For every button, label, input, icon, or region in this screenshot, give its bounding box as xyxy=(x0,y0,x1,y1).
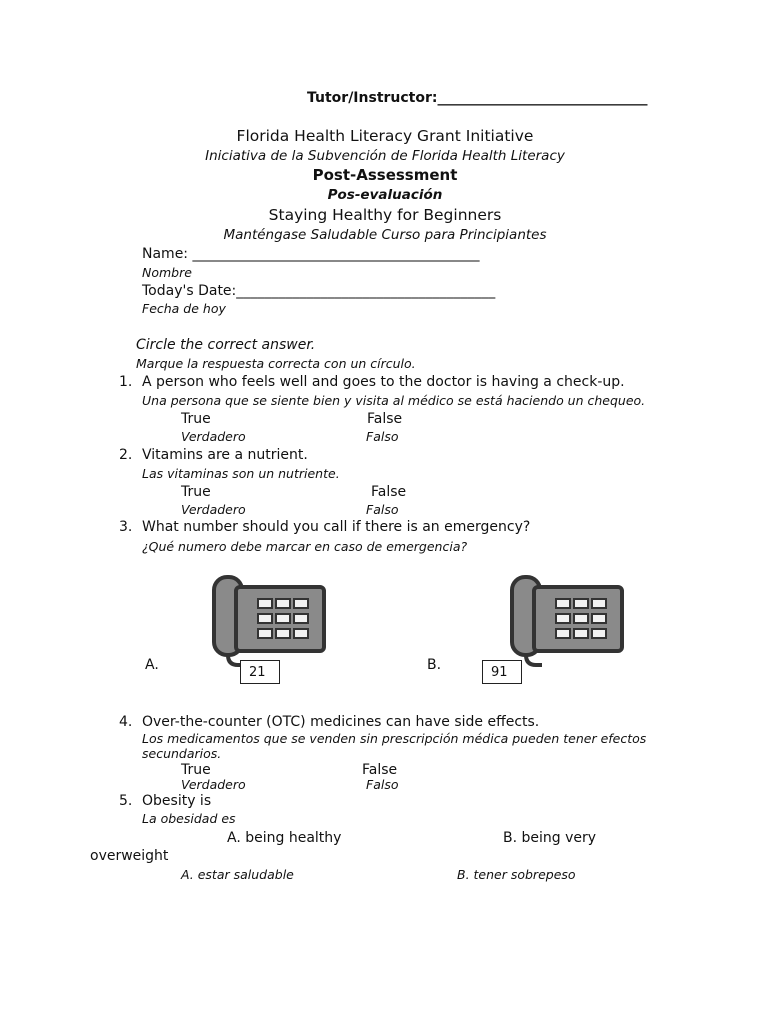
question-5-option-a[interactable]: A. being healthy xyxy=(227,830,342,846)
question-2-number: 2. xyxy=(119,447,133,463)
course-title-es: Manténgase Saludable Curso para Principiantes xyxy=(223,227,547,243)
question-4-option-true[interactable]: True xyxy=(181,762,211,778)
question-5-number: 5. xyxy=(119,793,133,809)
question-3-option-b-value[interactable]: 91 xyxy=(482,660,522,684)
question-2-option-true[interactable]: True xyxy=(181,484,211,500)
question-4-text-es: Los medicamentos que se venden sin prescripción médica pueden tener efectos xyxy=(142,731,647,746)
question-4-number: 4. xyxy=(119,714,133,730)
instructions-es: Marque la respuesta correcta con un círculo. xyxy=(136,356,416,371)
telephone-icon xyxy=(508,573,628,673)
course-title: Staying Healthy for Beginners xyxy=(268,206,502,224)
question-1-number: 1. xyxy=(119,374,133,390)
question-2-text: Vitamins are a nutrient. xyxy=(142,447,308,463)
question-4-option-true-es: Verdadero xyxy=(181,777,246,792)
assessment-title: Post-Assessment xyxy=(312,166,458,184)
question-3-option-b-label[interactable]: B. xyxy=(427,657,442,673)
name-label-es: Nombre xyxy=(142,265,192,280)
question-5-text-es: La obesidad es xyxy=(142,811,236,826)
question-3-number: 3. xyxy=(119,519,133,535)
question-2-option-false-es: Falso xyxy=(366,502,399,517)
program-title: Florida Health Literacy Grant Initiative xyxy=(236,127,534,145)
question-1-text-es: Una persona que se siente bien y visita al médico se está haciendo un chequeo. xyxy=(142,393,646,408)
question-3-option-a-label[interactable]: A. xyxy=(145,657,159,673)
date-label-es: Fecha de hoy xyxy=(142,301,226,316)
question-1-option-true-es: Verdadero xyxy=(181,429,246,444)
question-1-option-false[interactable]: False xyxy=(367,411,403,427)
question-1-option-false-es: Falso xyxy=(366,429,399,444)
question-4-option-false[interactable]: False xyxy=(362,762,398,778)
question-3-text: What number should you call if there is an emergency? xyxy=(142,519,531,535)
question-5-option-a-es: A. estar saludable xyxy=(181,867,294,882)
question-2-option-true-es: Verdadero xyxy=(181,502,246,517)
question-3-text-es: ¿Qué numero debe marcar en caso de emergencia? xyxy=(142,539,468,554)
name-field[interactable]: Name: _________________________________________ xyxy=(142,246,480,262)
question-5-text: Obesity is xyxy=(142,793,212,809)
assessment-title-es: Pos-evaluación xyxy=(327,187,443,203)
question-5-option-b[interactable]: B. being very xyxy=(503,830,597,846)
tutor-instructor-field: Tutor/Instructor:______________________________ xyxy=(307,90,648,106)
question-4-text-es-cont: secundarios. xyxy=(142,746,222,761)
question-1-option-true[interactable]: True xyxy=(181,411,211,427)
question-4-text: Over-the-counter (OTC) medicines can have side effects. xyxy=(142,714,540,730)
question-5-option-b-cont: overweight xyxy=(90,848,169,864)
question-2-text-es: Las vitaminas son un nutriente. xyxy=(142,466,340,481)
question-5-option-b-es: B. tener sobrepeso xyxy=(457,867,576,882)
instructions: Circle the correct answer. xyxy=(136,337,316,353)
question-2-option-false[interactable]: False xyxy=(371,484,407,500)
telephone-icon xyxy=(210,573,330,673)
question-4-option-false-es: Falso xyxy=(366,777,399,792)
question-1-text: A person who feels well and goes to the doctor is having a check-up. xyxy=(142,374,625,390)
program-title-es: Iniciativa de la Subvención de Florida Health Literacy xyxy=(205,148,565,164)
date-field[interactable]: Today's Date:_____________________________________ xyxy=(142,283,496,299)
question-3-option-a-value[interactable]: 21 xyxy=(240,660,280,684)
